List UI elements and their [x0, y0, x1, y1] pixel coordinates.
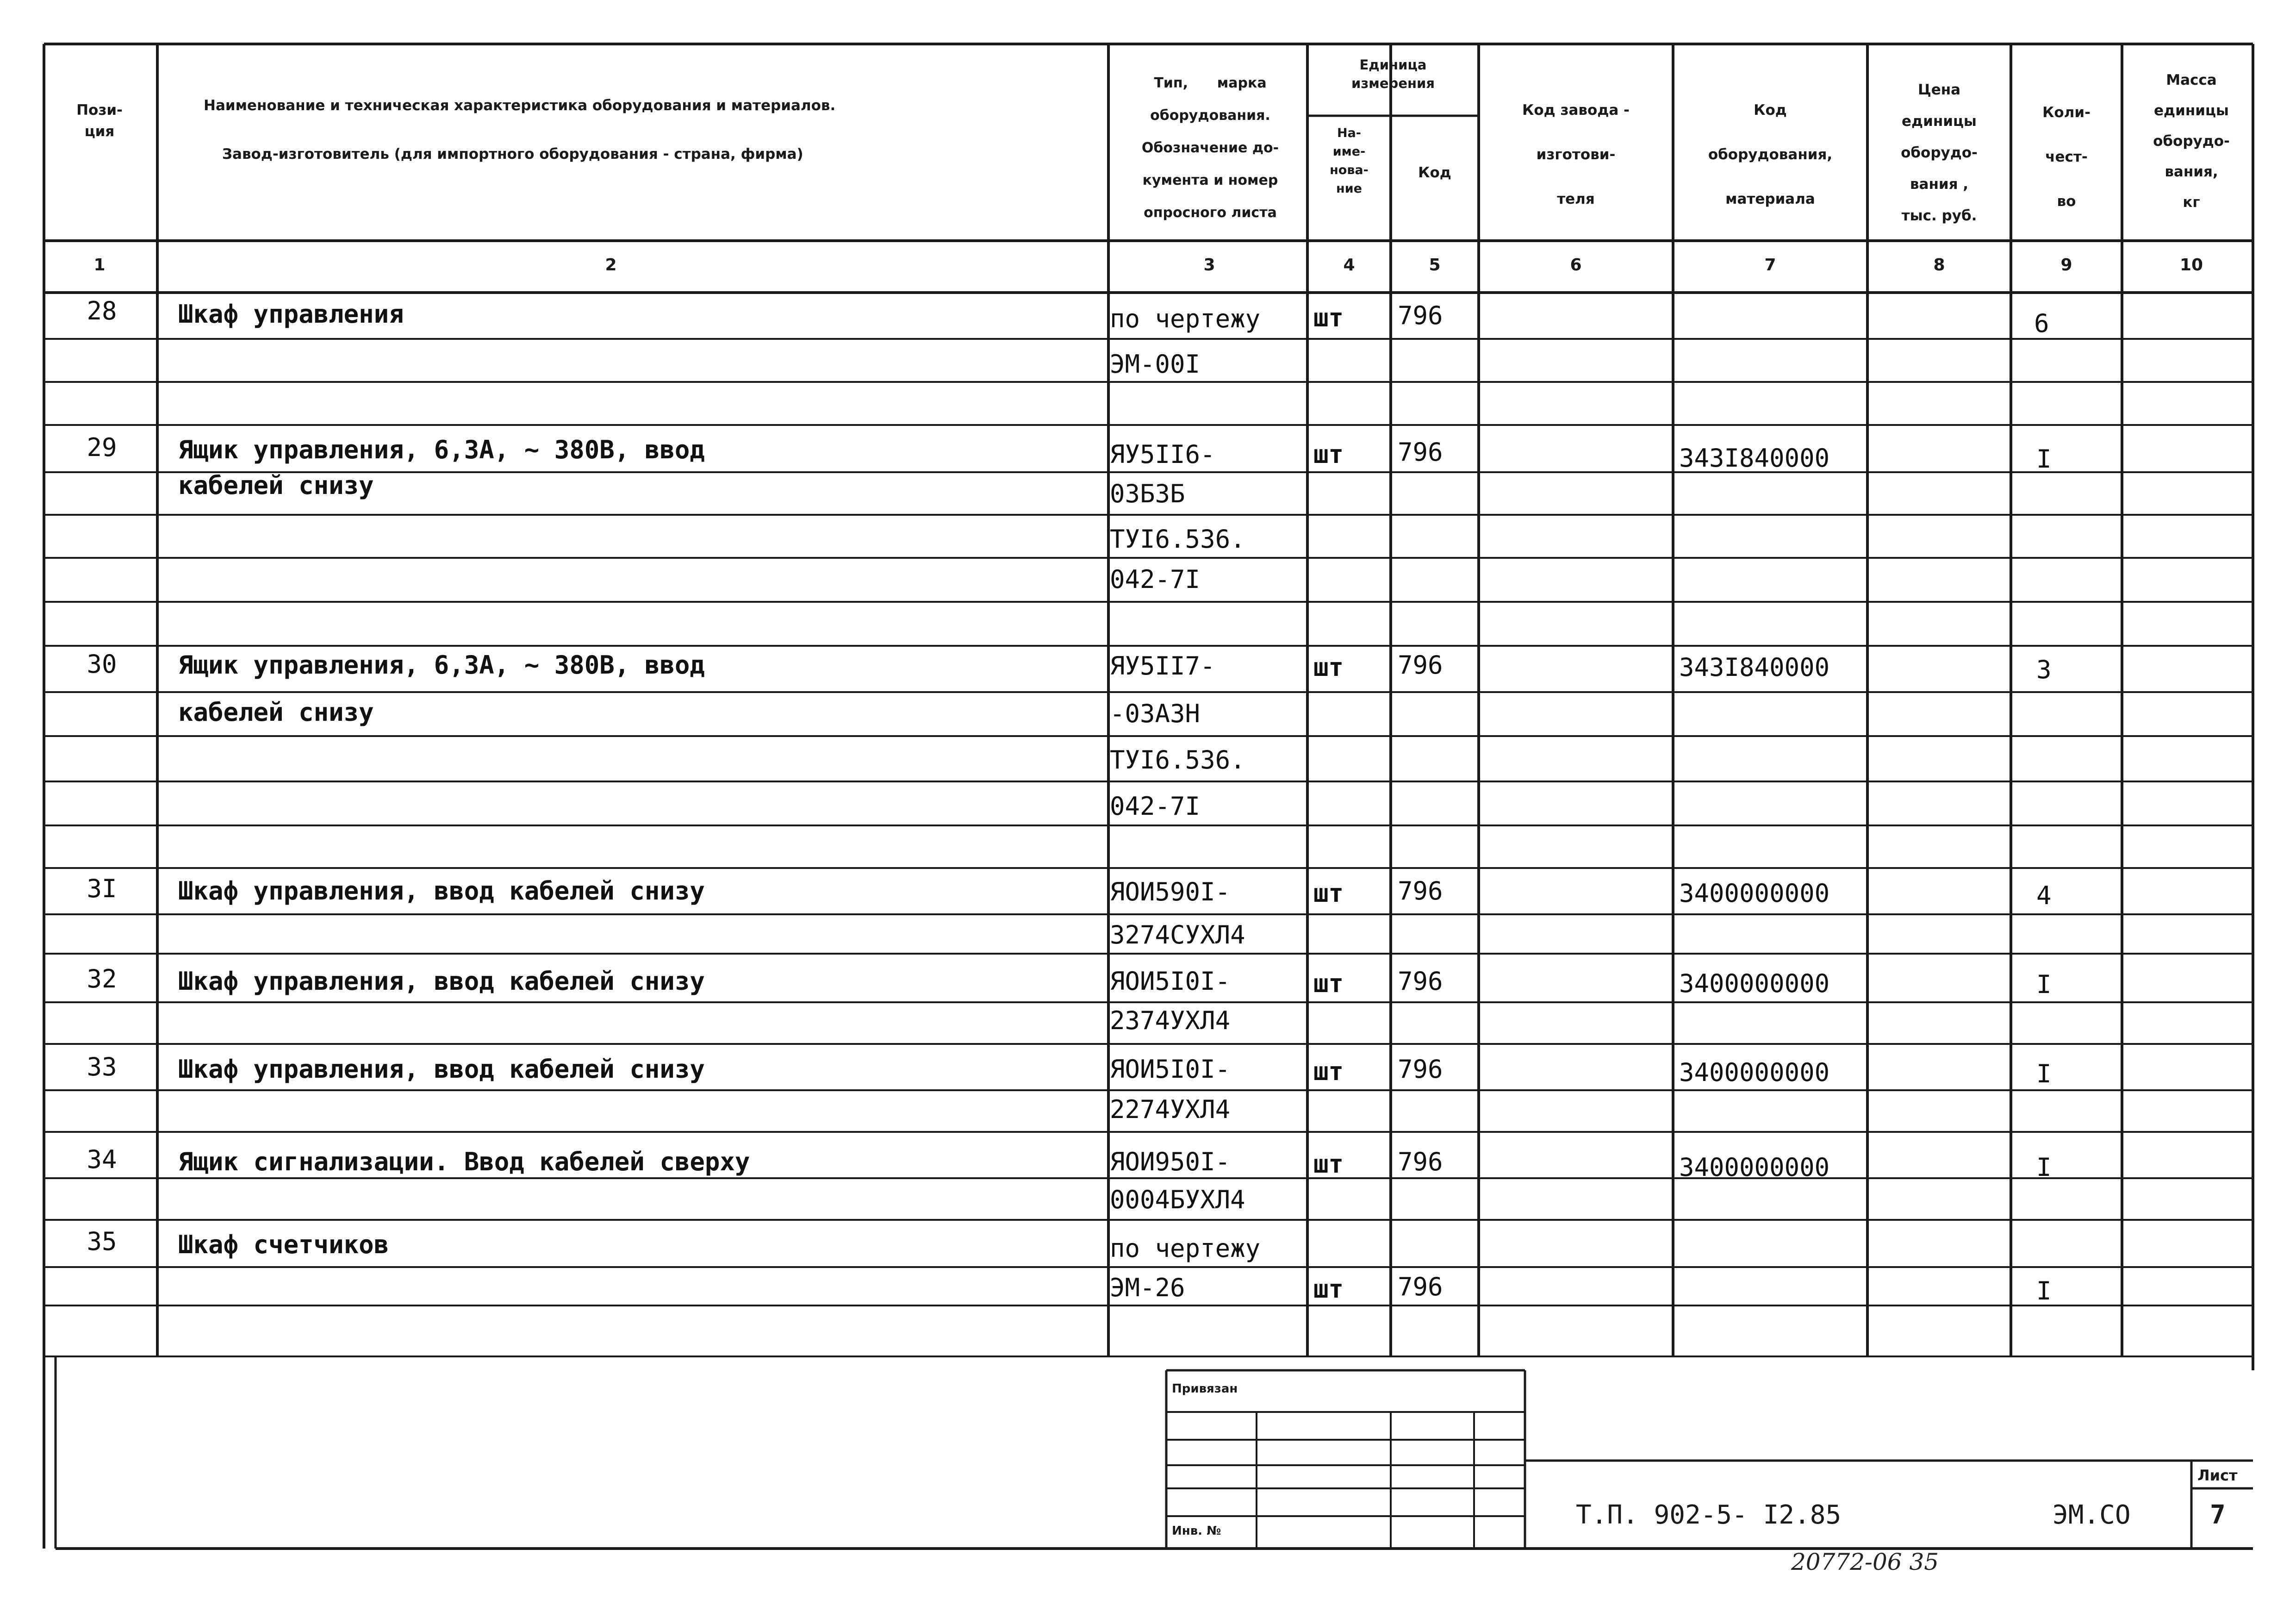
- header-unit-name: На- име- нова- ние: [1330, 126, 1369, 196]
- header-quantity: Коли- чест- во: [2042, 104, 2091, 210]
- row-unit-code: 796: [1398, 437, 1443, 467]
- row-quantity: 3: [2036, 655, 2052, 684]
- sheet-number: 7: [2210, 1500, 2226, 1530]
- row-unit: шт: [1313, 1149, 1344, 1179]
- row-name: Ящик управления, 6,3А, ~ 380В, ввод: [178, 435, 705, 464]
- row-position: 35: [87, 1227, 117, 1256]
- row-unit-code: 796: [1398, 1272, 1443, 1301]
- header-position: Пози- ция: [76, 102, 123, 140]
- row-name: кабелей снизу: [178, 471, 374, 500]
- row-position: 34: [87, 1145, 117, 1174]
- row-unit: шт: [1313, 303, 1344, 332]
- row-name: Шкаф управления, ввод кабелей снизу: [178, 876, 705, 906]
- row-unit-code: 796: [1398, 301, 1443, 330]
- row-type: 03Б3Б: [1110, 479, 1185, 508]
- row-position: 32: [87, 964, 117, 993]
- row-type: 2374УХЛ4: [1110, 1006, 1231, 1035]
- row-type: 0004БУХЛ4: [1110, 1185, 1245, 1214]
- row-unit: шт: [1313, 1274, 1344, 1304]
- row-quantity: I: [2036, 1153, 2052, 1182]
- row-name: Ящик сигнализации. Ввод кабелей сверху: [178, 1147, 750, 1176]
- header-price: Цена единицы оборудо- вания , тыс. руб.: [1901, 81, 1978, 224]
- row-position: 3I: [87, 874, 117, 903]
- row-equipment-code: 3400000000: [1679, 1058, 1830, 1087]
- row-equipment-code: 3400000000: [1679, 879, 1830, 908]
- header-factory-code: Код завода - изготови- теля: [1522, 102, 1630, 207]
- row-name: Шкаф управления, ввод кабелей снизу: [178, 1055, 705, 1084]
- row-unit: шт: [1313, 440, 1344, 469]
- row-unit-code: 796: [1398, 1055, 1443, 1084]
- header-equipment-code: Код оборудования, материала: [1708, 102, 1833, 207]
- header-mass: Масса единицы оборудо- вания, кг: [2153, 72, 2230, 211]
- row-unit-code: 796: [1398, 1147, 1443, 1176]
- header-name-line1: Наименование и техническая характеристика оборудования и материалов.: [204, 97, 836, 114]
- row-type: ТУI6.536.: [1110, 525, 1245, 554]
- document-code: ЭМ.СО: [2053, 1500, 2131, 1530]
- header-unit-group: Единица измерения: [1351, 57, 1435, 91]
- row-unit-code: 796: [1398, 967, 1443, 996]
- row-type: 2274УХЛ4: [1110, 1095, 1231, 1124]
- row-type: ЭМ-00I: [1110, 350, 1201, 379]
- row-type: ЯУ5II7-: [1110, 651, 1215, 681]
- row-position: 30: [87, 650, 117, 679]
- row-unit: шт: [1313, 653, 1344, 682]
- row-type: 3274СУХЛ4: [1110, 920, 1245, 949]
- row-type: ЯОИ5I0I-: [1110, 1055, 1231, 1084]
- row-type: по чертежу: [1110, 1234, 1261, 1263]
- row-type: 042-7I: [1110, 792, 1201, 821]
- row-position: 28: [87, 296, 117, 325]
- header-type: Тип, марка оборудования. Обозначение до- кумента и номер опросного листа: [1141, 75, 1279, 221]
- row-equipment-code: 3400000000: [1679, 1153, 1830, 1182]
- inventory-number-label: Инв. №: [1172, 1524, 1221, 1538]
- row-type: ЯУ5II6-: [1110, 440, 1215, 469]
- row-equipment-code: 343I840000: [1679, 443, 1830, 473]
- row-quantity: 6: [2034, 309, 2049, 338]
- row-type: ЯОИ590I-: [1110, 877, 1231, 906]
- row-unit: шт: [1313, 969, 1344, 998]
- row-unit-code: 796: [1398, 876, 1443, 906]
- row-type: ЭМ-26: [1110, 1273, 1185, 1302]
- project-designation: Т.П. 902-5- I2.85: [1576, 1500, 1842, 1530]
- row-unit: шт: [1313, 1057, 1344, 1086]
- row-type: 042-7I: [1110, 565, 1201, 594]
- row-quantity: I: [2036, 1059, 2052, 1088]
- row-type: по чертежу: [1110, 304, 1261, 333]
- row-unit-code: 796: [1398, 650, 1443, 680]
- sheet-label: Лист: [2197, 1467, 2238, 1484]
- row-name: Шкаф управления, ввод кабелей снизу: [178, 967, 705, 996]
- row-equipment-code: 343I840000: [1679, 653, 1830, 682]
- row-type: ТУI6.536.: [1110, 745, 1245, 775]
- row-equipment-code: 3400000000: [1679, 969, 1830, 998]
- row-position: 33: [87, 1052, 117, 1081]
- header-name-line2: Завод-изготовитель (для импортного оборудования - страна, фирма): [222, 146, 803, 162]
- row-type: ЯОИ5I0I-: [1110, 967, 1231, 996]
- archive-number: 20772-06 35: [1791, 1549, 1939, 1575]
- row-name: кабелей снизу: [178, 698, 374, 727]
- row-quantity: I: [2036, 970, 2052, 999]
- row-name: Шкаф управления: [178, 300, 404, 329]
- linked-label: Привязан: [1172, 1382, 1238, 1396]
- row-name: Шкаф счетчиков: [178, 1230, 389, 1259]
- header-unit-code: Код: [1418, 164, 1451, 181]
- row-type: -03А3Н: [1110, 699, 1201, 728]
- row-unit: шт: [1313, 879, 1344, 908]
- row-quantity: I: [2036, 1276, 2052, 1305]
- row-type: ЯОИ950I-: [1110, 1147, 1231, 1176]
- row-quantity: I: [2036, 444, 2052, 474]
- row-quantity: 4: [2036, 881, 2052, 910]
- row-position: 29: [87, 433, 117, 462]
- row-name: Ящик управления, 6,3А, ~ 380В, ввод: [178, 650, 705, 680]
